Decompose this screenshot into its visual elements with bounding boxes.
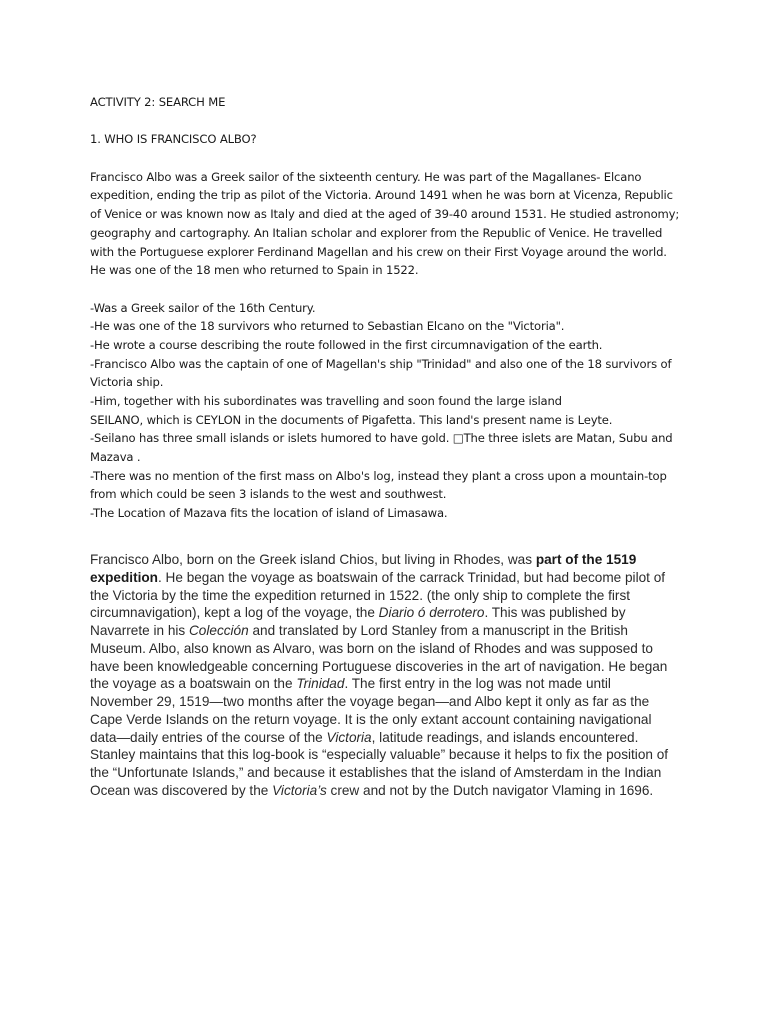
paragraph1-line: He was one of the 18 men who returned to Spain in 1522.: [90, 263, 419, 278]
bullet-line: Victoria ship.: [90, 375, 164, 390]
paragraph2-line: expedition. He began the voyage as boatswain of the carrack Trinidad, but had become pilot of: [90, 569, 666, 585]
paragraph2-line: have been knowledgeable concerning Portuguese discoveries in the art of navigation. He began: [90, 658, 668, 674]
bold-text: part of the 1519: [535, 552, 637, 567]
paragraph1-line: expedition, ending the trip as pilot of the Victoria. Around 1491 when he was born at Vicenza, Republic: [90, 188, 673, 203]
italic-text: Colección: [188, 623, 249, 638]
bullet-line: Mazava .: [90, 450, 141, 465]
italic-text: Victoria’s: [272, 782, 327, 798]
spacer: [90, 149, 680, 168]
paragraph1-line: with the Portuguese explorer Ferdinand Magellan and his crew on their First Voyage around the world.: [90, 244, 667, 259]
activity-section: [90, 93, 680, 523]
paragraph2-line: circumnavigation), kept a log of the voyage, the Diario ó derrotero. This was published by: [90, 605, 626, 621]
paragraph2-line: data—daily entries of the course of the Victoria, latitude readings, and islands encountered.: [90, 729, 639, 745]
paragraph2-line: Stanley maintains that this log-book is “especially valuable” because it helps to fix the position of: [90, 747, 669, 763]
bullet-line: -There was no mention of the first mass on Albo's log, instead they plant a cross upon a mountain-top: [90, 468, 667, 483]
paragraph1-line: of Venice or was known now as Italy and died at the aged of 39-40 around 1531. He studied astronomy;: [90, 207, 680, 222]
paragraph1-line: Francisco Albo was a Greek sailor of the sixteenth century. He was part of the Magallanes- Elcano: [90, 169, 642, 184]
bullet-line: from which could be seen 3 islands to the west and southwest.: [90, 487, 447, 502]
paragraph2-line: Museum. Albo, also known as Alvaro, was born on the island of Rhodes and was supposed to: [90, 640, 653, 656]
paragraph2: [90, 551, 690, 800]
bullet-line: -The Location of Mazava fits the location of island of Limasawa.: [90, 506, 448, 521]
paragraph2-line: the “Unfortunate Islands,” and because it establishes that the island of Amsterdam in the Indian: [90, 765, 662, 780]
paragraph2-line: the Victoria by the time the expedition returned in 1522. (the only ship to complete the first: [90, 587, 631, 603]
question-heading: 1. WHO IS FRANCISCO ALBO?: [90, 132, 257, 147]
bullet-line: -Was a Greek sailor of the 16th Century.: [90, 300, 316, 315]
italic-text: Diario ó derrotero: [378, 605, 485, 621]
bullet-line: -Him, together with his subordinates was travelling and soon found the large island: [90, 394, 562, 408]
spacer: [90, 280, 680, 299]
paragraph2-line: Francisco Albo, born on the Greek island Chios, but living in Rhodes, was part of the 1519: [90, 552, 637, 567]
bullet-line: -He was one of the 18 survivors who returned to Sebastian Elcano on the "Victoria".: [90, 319, 565, 334]
bold-text: expedition: [90, 569, 158, 585]
bullet-line: -Francisco Albo was the captain of one of Magellan's ship "Trinidad" and also one of the 18 survivors of: [90, 356, 672, 371]
bullet-line: -Seilano has three small islands or islets humored to have gold. □The three islets are Matan, Subu and: [90, 431, 673, 446]
paragraph2-line: Ocean was discovered by the Victoria’s crew and not by the Dutch navigator Vlaming in 1696.: [90, 782, 654, 798]
italic-text: Trinidad: [296, 676, 345, 692]
bullet-line: SEILANO, which is CEYLON in the documents of Pigafetta. This land's present name is Leyte.: [90, 412, 613, 427]
activity-title: ACTIVITY 2: SEARCH ME: [90, 95, 226, 109]
bullet-line: -He wrote a course describing the route followed in the first circumnavigation of the earth.: [90, 337, 603, 352]
paragraph2-line: Navarrete in his Colección and translated by Lord Stanley from a manuscript in the British: [90, 623, 628, 638]
paragraph1-line: geography and cartography. An Italian scholar and explorer from the Republic of Venice. He travelled: [90, 225, 663, 240]
paragraph2-line: November 29, 1519—two months after the voyage began—and Albo kept it only as far as the: [90, 694, 650, 709]
italic-text: Victoria: [326, 729, 372, 745]
paragraph2-line: Cape Verde Islands on the return voyage. It is the only extant account containing navigational: [90, 711, 652, 727]
paragraph2-line: the voyage as a boatswain on the Trinidad. The first entry in the log was not made until: [90, 676, 611, 692]
spacer: [90, 112, 680, 131]
